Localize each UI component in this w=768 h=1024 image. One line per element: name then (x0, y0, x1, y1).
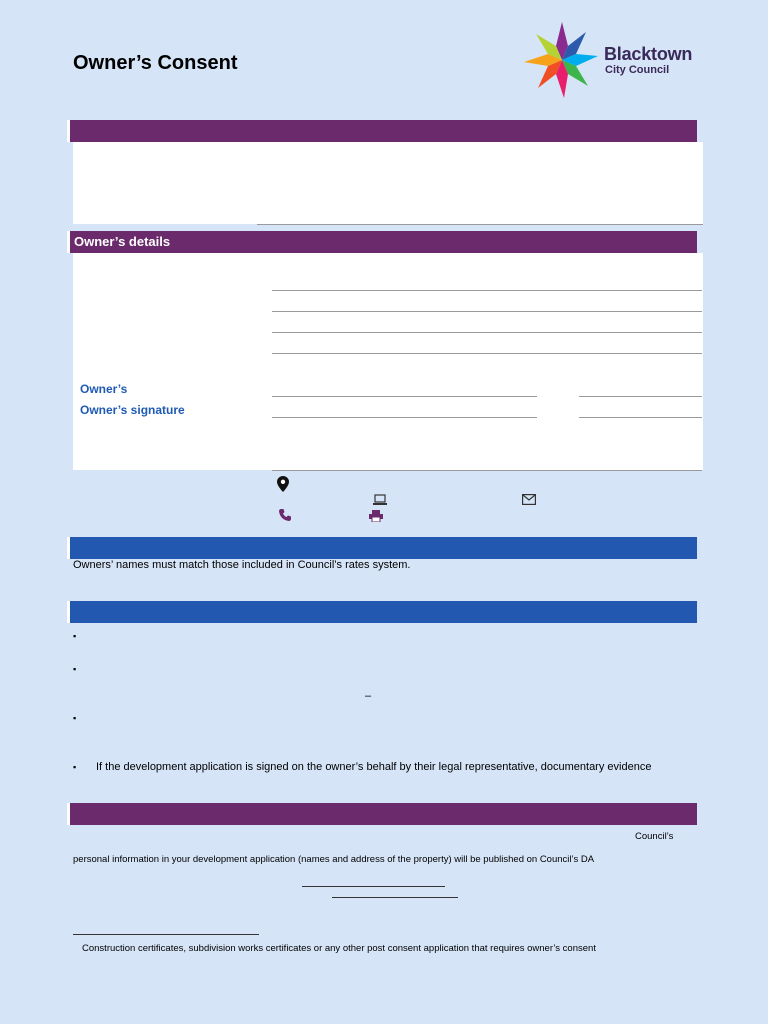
owners-details-header (67, 231, 697, 253)
logo-text-blacktown: Blacktown (604, 44, 693, 64)
owner-field-line-4[interactable] (272, 353, 702, 354)
owner-field-line-3[interactable] (272, 332, 702, 333)
property-field-line[interactable] (257, 224, 703, 225)
owner-date-line-2[interactable] (579, 417, 702, 418)
section-bar-privacy (67, 803, 697, 825)
section-bar-blue-2 (67, 601, 697, 623)
owner-panel-bottom-line (272, 470, 702, 471)
owner-name-line[interactable] (272, 396, 537, 397)
dash-mark: – (365, 690, 372, 702)
legal-representative-note: If the development application is signed on the owner’s behalf by their legal representative, documentary evidence (96, 761, 652, 773)
laptop-icon (372, 494, 388, 506)
envelope-icon (522, 494, 536, 505)
owner-date-line-1[interactable] (579, 396, 702, 397)
printer-icon (369, 510, 383, 522)
blacktown-logo (520, 20, 700, 100)
owners-label: Owner’s (80, 382, 128, 396)
property-details-panel (73, 142, 703, 224)
location-pin-icon (277, 476, 289, 492)
bullet-2: ▪ (73, 664, 77, 674)
star-logo-icon (520, 20, 600, 100)
section-bar-1 (67, 120, 697, 142)
owners-signature-label: Owner’s signature (80, 403, 185, 417)
rates-note: Owners’ names must match those included in Council’s rates system. (73, 559, 411, 571)
section-bar-blue-1 (67, 537, 697, 559)
owner-signature-line[interactable] (272, 417, 537, 418)
owner-field-line-2[interactable] (272, 311, 702, 312)
privacy-link-line-2[interactable] (332, 897, 458, 898)
page-title: Owner’s Consent (73, 52, 238, 74)
owners-details-panel (73, 253, 703, 470)
bullet-1: ▪ (73, 631, 77, 641)
bullet-3: ▪ (73, 713, 77, 723)
footnote-text: Construction certificates, subdivision works certificates or any other post consent application that requires owner’s consent (82, 943, 596, 954)
owners-details-title: Owner’s details (74, 234, 171, 249)
owner-field-line-1[interactable] (272, 290, 702, 291)
privacy-link-line-1[interactable] (302, 886, 445, 887)
privacy-text: personal information in your development application (names and address of the property) will be published on Council’s DA (73, 854, 595, 865)
councils-word: Council’s (635, 831, 674, 842)
phone-icon (278, 508, 292, 522)
bullet-4: ▪ (73, 762, 77, 772)
logo-text-city-council: City Council (605, 64, 670, 76)
footnote-separator (73, 934, 259, 935)
